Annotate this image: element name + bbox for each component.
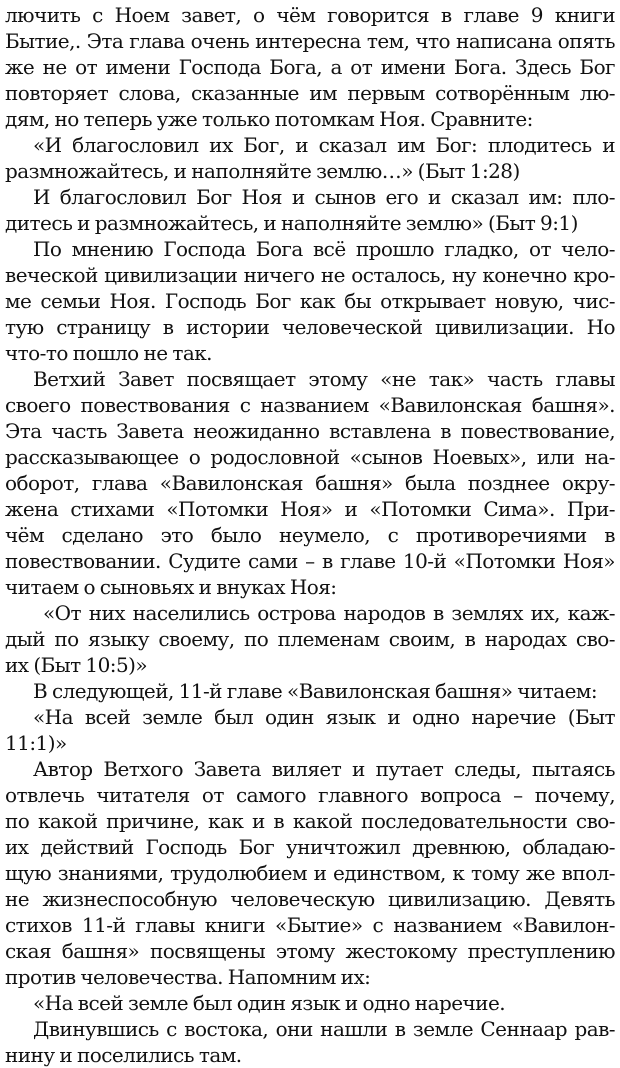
text-line: жена стихами «Потомки Ноя» и «Потомки Сима». При- [5, 497, 615, 521]
text-line: чём сделано это было неумело, с противоречиями в [5, 523, 615, 547]
text-line: повторяет слова, сказанные им первым сотворённым лю- [5, 81, 615, 105]
text-line: же не от имени Господа Бога, а от имени Бога. Здесь Бог [5, 55, 615, 79]
paragraph [5, 366, 615, 600]
text-line: «На всей земле был один язык и одно наречие. [33, 991, 506, 1015]
text-line: лючить с Ноем завет, о чём говорится в главе 9 книги [5, 3, 615, 27]
text-line: не жизнеспособную человеческую цивилизацию. Девять [5, 887, 615, 911]
text-line: что-то пошло не так. [5, 341, 212, 365]
text-line: размножайтесь, и наполняйте землю…» (Быт 1:28) [5, 159, 520, 183]
text-line: против человечества. Напомним их: [5, 965, 371, 989]
paragraph [5, 704, 615, 756]
paragraph [5, 1016, 615, 1068]
text-line: дям, но теперь уже только потомкам Ноя. Сравните: [5, 107, 533, 131]
text-line: ская башня» посвящены этому жестокому преступлению [5, 939, 615, 963]
text-line: «На всей земле был один язык и одно наречие (Быт [33, 705, 615, 729]
text-line: Двинувшись с востока, они нашли в земле Сеннаар рав- [33, 1017, 615, 1041]
text-line: рассказывающее о родословной «сынов Ноевых», или на- [5, 445, 615, 469]
paragraph [5, 600, 615, 678]
text-line: веческой цивилизации ничего не осталось, ну конечно кро- [5, 263, 615, 287]
text-line: по какой причине, как и в какой последовательности сво- [5, 809, 615, 833]
paragraph [5, 132, 615, 184]
text-line: 11:1)» [5, 731, 67, 755]
text-line: «От них населились острова народов в землях их, каж- [43, 601, 615, 625]
text-line: своего повествования с названием «Вавилонская башня». [5, 393, 615, 417]
text-line: «И благословил их Бог, и сказал им Бог: плодитесь и [33, 133, 615, 157]
text-line: щую знаниями, трудолюбием и единством, к тому же впол- [5, 861, 615, 885]
text-line: их (Быт 10:5)» [5, 653, 148, 677]
text-line: Бытие,. Эта глава очень интересна тем, что написана опять [5, 29, 615, 53]
paragraph [5, 236, 615, 366]
text-line: Эта часть Завета неожиданно вставлена в повествование, [5, 419, 615, 443]
text-line: тую страницу в истории человеческой цивилизации. Но [5, 315, 615, 339]
text-line: По мнению Господа Бога всё прошло гладко, от чело- [33, 237, 615, 261]
text-line: их действий Господь Бог уничтожил древнюю, обладаю- [5, 835, 615, 859]
text-line: Автор Ветхого Завета виляет и путает следы, пытаясь [33, 757, 615, 781]
text-line: Ветхий Завет посвящает этому «не так» часть главы [33, 367, 615, 391]
paragraph [5, 2, 615, 132]
text-line: повествовании. Судите сами – в главе 10-й «Потомки Ноя» [5, 549, 615, 573]
paragraph [5, 184, 615, 236]
paragraph [5, 678, 615, 704]
text-line: оборот, глава «Вавилонская башня» была позднее окру- [5, 471, 615, 495]
text-line: отвлечь читателя от самого главного вопроса – почему, [5, 783, 615, 807]
text-line: нину и поселились там. [5, 1043, 242, 1067]
text-line: В следующей, 11-й главе «Вавилонская башня» читаем: [33, 679, 598, 703]
text-line: ме семьи Ноя. Господь Бог как бы открывает новую, чис- [5, 289, 615, 313]
text-line: дитесь и размножайтесь, и наполняйте землю» (Быт 9:1) [5, 211, 578, 235]
text-line: читаем о сыновьях и внуках Ноя: [5, 575, 337, 599]
text-line: дый по языку своему, по племенам своим, в народах сво- [5, 627, 615, 651]
text-line: стихов 11-й главы книги «Бытие» с названием «Вавилон- [5, 913, 615, 937]
text-line: И благословил Бог Ноя и сынов его и сказал им: пло- [33, 185, 615, 209]
paragraph [5, 990, 615, 1016]
paragraph [5, 756, 615, 990]
